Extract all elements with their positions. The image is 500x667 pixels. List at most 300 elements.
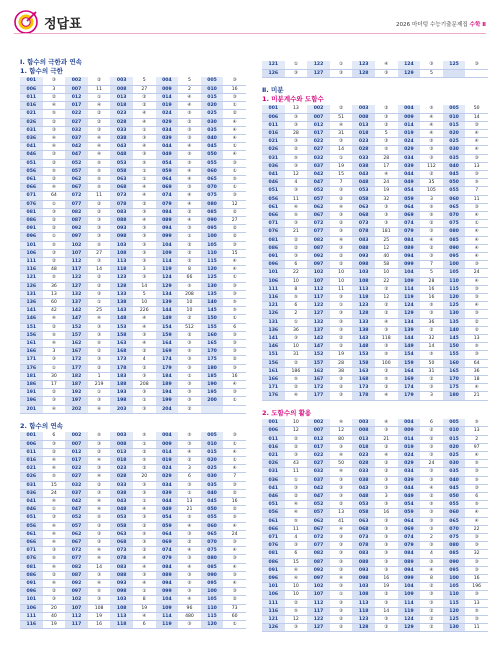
answer-value: 14 (330, 146, 353, 154)
answer-value: ③ (465, 285, 488, 293)
question-number: 138 (110, 298, 133, 306)
question-number: 004 (398, 419, 421, 427)
answer-value: ③ (420, 476, 443, 484)
question-number: 068 (110, 538, 133, 546)
answer-value: ⑤ (223, 175, 246, 183)
question-number: 023 (110, 110, 133, 118)
answer-value: ⑤ (178, 514, 201, 522)
question-number: 133 (352, 318, 375, 326)
question-number: 064 (156, 175, 179, 183)
question-number: 114 (398, 285, 421, 293)
question-number: 023 (352, 138, 375, 146)
question-number: 014 (156, 448, 179, 456)
question-number: 050 (443, 493, 466, 501)
answer-value: ③ (43, 397, 66, 405)
question-number: 118 (110, 620, 133, 628)
answer-value: ⑤ (43, 110, 66, 118)
question-number: 121 (262, 61, 285, 69)
answer-value: ③ (133, 257, 156, 265)
table-row (20, 489, 246, 497)
answer-value: ② (223, 596, 246, 604)
answer-value: 14 (88, 563, 111, 571)
answer-value: ⑤ (223, 514, 246, 522)
question-number: 064 (398, 517, 421, 525)
question-number: 048 (352, 179, 375, 187)
answer-value: ② (375, 624, 398, 632)
answer-value: ③ (88, 233, 111, 241)
answer-value: ③ (330, 326, 353, 334)
answer-value: ④ (178, 522, 201, 530)
answer-value: ② (178, 331, 201, 339)
table-row (20, 118, 246, 126)
question-number: 159 (156, 331, 179, 339)
answer-value: ③ (330, 542, 353, 550)
answer-value: 181 (375, 228, 398, 236)
answer-value: ④ (375, 392, 398, 400)
table-row (262, 376, 488, 384)
answer-value: ③ (223, 290, 246, 298)
answer-value: ④ (43, 465, 66, 473)
answer-value: 17 (43, 381, 66, 389)
question-number: 006 (20, 440, 43, 448)
answer-value: ② (133, 448, 156, 456)
answer-value: ③ (420, 542, 443, 550)
question-number: 136 (20, 298, 43, 306)
question-number: 124 (398, 302, 421, 310)
question-number: 023 (110, 465, 133, 473)
answer-value: ③ (88, 397, 111, 405)
answer-value: ④ (178, 200, 201, 208)
answer-value: ③ (330, 228, 353, 236)
answer-value: ⑤ (178, 579, 201, 587)
question-number: 048 (352, 493, 375, 501)
answer-value: ④ (88, 134, 111, 142)
answer-value: ④ (43, 497, 66, 505)
answer-value: ① (223, 315, 246, 323)
question-number: 162 (65, 339, 88, 347)
table-row (20, 547, 246, 555)
table-row (20, 612, 246, 620)
question-number: 139 (398, 326, 421, 334)
answer-value: ④ (43, 315, 66, 323)
answer-value: 31 (420, 367, 443, 375)
table-row (262, 285, 488, 293)
answer-value: 10 (285, 343, 308, 351)
table-row (262, 607, 488, 615)
answer-value: ① (133, 126, 156, 134)
answer-value: ④ (285, 566, 308, 574)
answer-value: 2 (178, 85, 201, 93)
answer-value: 64 (43, 192, 66, 200)
answer-value: ③ (285, 484, 308, 492)
question-number: 108 (352, 591, 375, 599)
answer-value: ② (178, 241, 201, 249)
question-number: 055 (443, 501, 466, 509)
question-number: 028 (352, 146, 375, 154)
question-number: 190 (201, 381, 224, 389)
answer-value: 1 (88, 372, 111, 380)
answer-value: ③ (375, 616, 398, 624)
question-number: 098 (110, 588, 133, 596)
answer-value: ③ (133, 134, 156, 142)
question-number: 032 (307, 154, 330, 162)
answer-value: 6 (43, 432, 66, 440)
question-number: 063 (110, 530, 133, 538)
answer-value: ④ (133, 315, 156, 323)
question-number: 076 (262, 542, 285, 550)
answer-value: ③ (375, 326, 398, 334)
answer-value: ④ (420, 566, 443, 574)
question-number: 122 (307, 302, 330, 310)
answer-value: ③ (178, 620, 201, 628)
answer-value: ③ (43, 77, 66, 85)
answer-value: ④ (465, 228, 488, 236)
question-number: 030 (201, 473, 224, 481)
table-row (262, 69, 488, 77)
question-number: 062 (65, 175, 88, 183)
section-title-1: Ⅰ. 함수의 극한과 연속 (20, 58, 82, 66)
question-number: 052 (307, 501, 330, 509)
question-number: 037 (65, 134, 88, 142)
table-row (20, 381, 246, 389)
question-number: 094 (398, 566, 421, 574)
answer-value: ② (88, 118, 111, 126)
question-number: 138 (352, 326, 375, 334)
answer-value: 8 (285, 285, 308, 293)
question-number: 096 (20, 588, 43, 596)
answer-value: ② (375, 443, 398, 451)
question-number: 129 (156, 282, 179, 290)
answer-value: ① (178, 233, 201, 241)
question-number: 040 (201, 134, 224, 142)
question-number: 131 (20, 290, 43, 298)
table-row (20, 389, 246, 397)
answer-value: ③ (133, 151, 156, 159)
question-number: 062 (307, 203, 330, 211)
answer-value: 58 (375, 261, 398, 269)
question-number: 066 (262, 525, 285, 533)
answer-value: ③ (330, 534, 353, 542)
answer-value: 105 (420, 187, 443, 195)
answer-value: 11 (285, 468, 308, 476)
question-number: 050 (443, 179, 466, 187)
answer-value: ② (420, 616, 443, 624)
question-number: 096 (20, 233, 43, 241)
answer-value: ① (223, 167, 246, 175)
answer-value: ③ (133, 389, 156, 397)
answer-value: ④ (133, 184, 156, 192)
question-number: 105 (201, 596, 224, 604)
table-row (262, 129, 488, 137)
table-row (20, 315, 246, 323)
answer-value: 186 (285, 367, 308, 375)
answer-value: ③ (375, 501, 398, 509)
answer-value: 60 (223, 612, 246, 620)
question-number: 122 (65, 274, 88, 282)
question-number: 052 (307, 187, 330, 195)
answer-value: ③ (375, 220, 398, 228)
question-number: 069 (156, 184, 179, 192)
table-row (20, 159, 246, 167)
question-number: 088 (110, 216, 133, 224)
question-number: 156 (262, 359, 285, 367)
answer-value: ④ (465, 146, 488, 154)
table-row (20, 192, 246, 200)
table-row (20, 225, 246, 233)
question-number: 017 (307, 443, 330, 451)
question-number: 050 (201, 506, 224, 514)
answer-value: ③ (420, 384, 443, 392)
question-number: 168 (352, 376, 375, 384)
answer-value: 17 (375, 162, 398, 170)
answer-value: 11 (88, 192, 111, 200)
answer-value: ① (330, 302, 353, 310)
table-row (262, 384, 488, 392)
answer-value: ② (178, 456, 201, 464)
question-number: 090 (201, 216, 224, 224)
answer-value: ③ (178, 364, 201, 372)
question-number: 196 (20, 397, 43, 405)
answer-value: ③ (330, 138, 353, 146)
question-number: 068 (110, 184, 133, 192)
answer-value: ④ (223, 448, 246, 456)
question-number: 127 (307, 624, 330, 632)
answer-value: ③ (178, 389, 201, 397)
question-number: 055 (201, 159, 224, 167)
question-number: 027 (307, 146, 330, 154)
table-row (20, 134, 246, 142)
answer-value: ② (330, 616, 353, 624)
question-number: 012 (65, 448, 88, 456)
answer-value: ④ (465, 509, 488, 517)
answer-value: ③ (465, 351, 488, 359)
question-number: 002 (307, 419, 330, 427)
question-number: 030 (443, 460, 466, 468)
table-row (262, 435, 488, 443)
answer-value: ⑤ (88, 184, 111, 192)
question-number: 053 (352, 187, 375, 195)
question-number: 065 (443, 517, 466, 525)
answer-value: ④ (330, 236, 353, 244)
table-row (262, 501, 488, 509)
answer-value: 25 (88, 307, 111, 315)
table-row (262, 179, 488, 187)
table-row (20, 249, 246, 257)
answer-table (262, 105, 488, 401)
question-number: 005 (443, 105, 466, 113)
question-number: 031 (262, 468, 285, 476)
answer-value: ⑤ (420, 302, 443, 310)
answer-value: ⑤ (43, 331, 66, 339)
question-number: 091 (20, 225, 43, 233)
answer-value: 51 (330, 113, 353, 121)
question-number: 021 (20, 110, 43, 118)
answer-value: ③ (223, 571, 246, 579)
question-number: 165 (443, 367, 466, 375)
answer-value: ② (420, 583, 443, 591)
answer-value: ③ (420, 599, 443, 607)
question-number: 094 (398, 253, 421, 261)
answer-value: 19 (375, 187, 398, 195)
answer-value: ③ (223, 339, 246, 347)
question-number: 093 (352, 566, 375, 574)
question-number: 064 (156, 530, 179, 538)
question-number: 058 (110, 167, 133, 175)
answer-value: ④ (88, 405, 111, 413)
question-number: 143 (352, 335, 375, 343)
answer-value: ③ (88, 216, 111, 224)
question-number: 066 (262, 212, 285, 220)
answer-value: ② (43, 225, 66, 233)
answer-value: 3 (178, 465, 201, 473)
answer-value: ① (223, 440, 246, 448)
answer-value: 15 (43, 481, 66, 489)
book-title (396, 20, 486, 28)
answer-value: 3 (420, 392, 443, 400)
question-number: 087 (307, 244, 330, 252)
question-number: 059 (156, 522, 179, 530)
question-number: 067 (65, 538, 88, 546)
question-number: 087 (65, 216, 88, 224)
answer-value: 13 (465, 599, 488, 607)
answer-value: ④ (223, 134, 246, 142)
question-number: 005 (201, 77, 224, 85)
question-number: 163 (110, 339, 133, 347)
question-number: 044 (398, 484, 421, 492)
answer-value: ② (133, 93, 156, 101)
answer-value: 27 (133, 85, 156, 93)
question-number: 115 (443, 599, 466, 607)
question-number: 063 (110, 175, 133, 183)
question-number: 086 (20, 216, 43, 224)
table-row (262, 171, 488, 179)
question-number: 086 (262, 244, 285, 252)
question-number: 186 (20, 381, 43, 389)
answer-value: 14 (465, 113, 488, 121)
answer-value: ④ (465, 244, 488, 252)
answer-value: ④ (223, 522, 246, 530)
question-number: 179 (156, 364, 179, 372)
answer-value: ⑤ (285, 294, 308, 302)
answer-value: ② (223, 233, 246, 241)
answer-value: ③ (133, 249, 156, 257)
answer-value: ③ (88, 290, 111, 298)
answer-value: ② (43, 389, 66, 397)
answer-value: ③ (375, 69, 398, 77)
answer-value: ③ (375, 484, 398, 492)
answer-value: 7 (223, 473, 246, 481)
question-number: 082 (65, 563, 88, 571)
answer-value: ② (88, 208, 111, 216)
question-number: 123 (352, 616, 375, 624)
answer-value: ② (178, 249, 201, 257)
answer-value: 64 (465, 359, 488, 367)
answer-value: ③ (285, 113, 308, 121)
question-number: 044 (156, 497, 179, 505)
question-number: 029 (156, 473, 179, 481)
answer-value: 35 (420, 179, 443, 187)
answer-value: 3 (375, 493, 398, 501)
question-number: 147 (65, 315, 88, 323)
question-number: 053 (110, 159, 133, 167)
question-number: 108 (352, 277, 375, 285)
answer-value: 2 (285, 310, 308, 318)
question-number: 150 (443, 343, 466, 351)
question-number: 133 (110, 290, 133, 298)
question-number: 085 (443, 550, 466, 558)
answer-value: ③ (420, 146, 443, 154)
question-number: 064 (398, 203, 421, 211)
answer-value: ② (375, 384, 398, 392)
table-row (262, 105, 488, 113)
question-number: 085 (201, 208, 224, 216)
answer-value: ④ (178, 175, 201, 183)
answer-value: ⑤ (420, 105, 443, 113)
answer-value: 16 (223, 497, 246, 505)
question-number: 084 (156, 208, 179, 216)
question-number: 045 (201, 497, 224, 505)
answer-value: ⑤ (375, 146, 398, 154)
answer-value: ② (133, 547, 156, 555)
question-number: 165 (201, 339, 224, 347)
question-number: 039 (398, 476, 421, 484)
question-number: 192 (65, 389, 88, 397)
question-number: 021 (262, 138, 285, 146)
answer-value: 31 (330, 129, 353, 137)
question-number: 013 (352, 435, 375, 443)
question-number: 043 (352, 484, 375, 492)
answer-value: ② (223, 110, 246, 118)
question-number: 016 (262, 443, 285, 451)
answer-value: ③ (465, 484, 488, 492)
answer-value: ⑤ (465, 501, 488, 509)
question-number: 114 (156, 257, 179, 265)
answer-value: ② (375, 591, 398, 599)
question-number: 123 (110, 274, 133, 282)
question-number: 051 (20, 159, 43, 167)
question-number (201, 405, 224, 413)
question-number: 204 (156, 405, 179, 413)
question-number: 114 (398, 599, 421, 607)
answer-value: ④ (223, 563, 246, 571)
answer-value: ④ (88, 555, 111, 563)
answer-value: 12 (223, 200, 246, 208)
answer-value: 12 (330, 427, 353, 435)
question-number: 126 (262, 69, 285, 77)
answer-value: ④ (330, 203, 353, 211)
table-row (262, 591, 488, 599)
question-number: 112 (307, 285, 330, 293)
question-number: 066 (20, 538, 43, 546)
question-number: 167 (307, 376, 330, 384)
question-number: 022 (307, 451, 330, 459)
answer-value: ④ (88, 473, 111, 481)
question-number: 101 (262, 269, 285, 277)
answer-value: ③ (465, 171, 488, 179)
question-number: 117 (307, 607, 330, 615)
answer-value: ④ (285, 203, 308, 211)
question-number: 113 (110, 612, 133, 620)
question-number: 061 (262, 517, 285, 525)
question-number: 158 (110, 331, 133, 339)
answer-value: ② (178, 208, 201, 216)
question-number: 084 (398, 550, 421, 558)
question-number: 089 (156, 571, 179, 579)
answer-value: 43 (285, 460, 308, 468)
question-number: 065 (443, 203, 466, 211)
question-number: 162 (307, 367, 330, 375)
question-number: 120 (201, 266, 224, 274)
